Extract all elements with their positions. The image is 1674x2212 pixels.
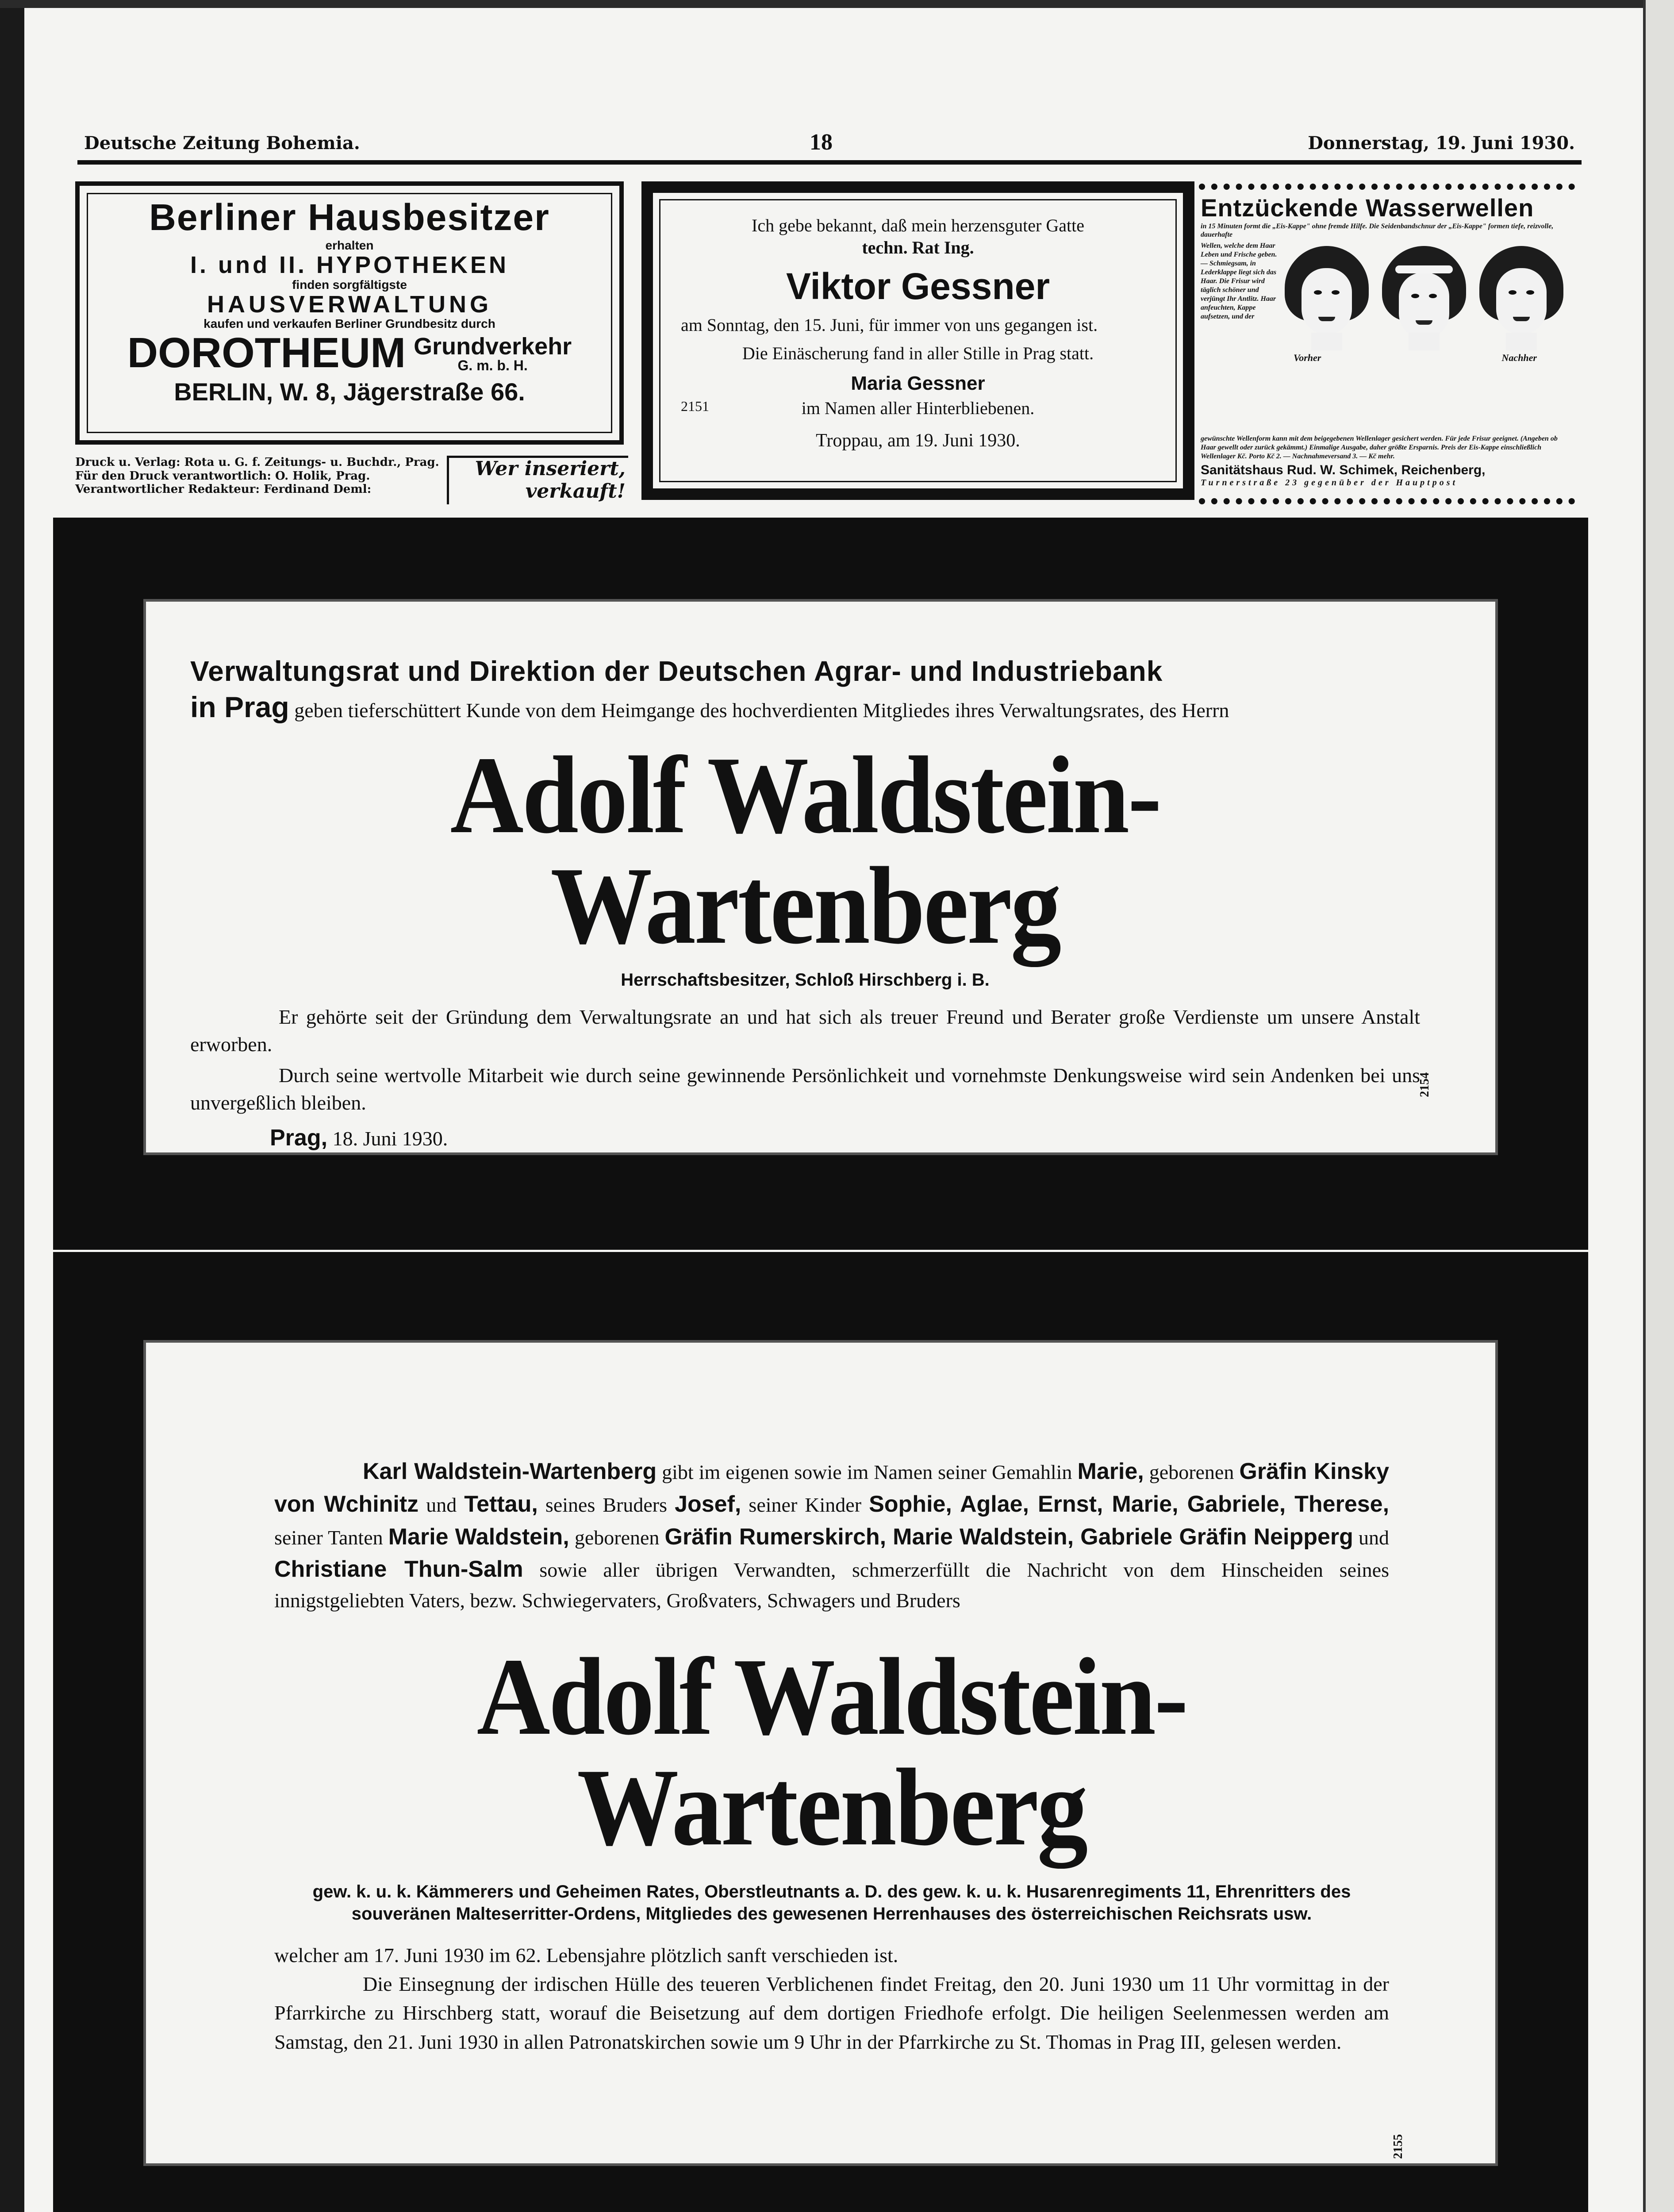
intro-text: seines Bruders xyxy=(545,1493,668,1516)
relative-name: Gräfin Kinsky von Wchinitz xyxy=(274,1459,1390,1517)
intro-text: und xyxy=(1359,1526,1390,1549)
ad-line: finden sorgfältigste xyxy=(292,277,407,292)
relative-name: Marie, xyxy=(1077,1459,1144,1484)
obituary-text-body: geben tieferschüttert Kunde von dem Heimgange des hochverdienten Mitgliedes ihres Verwaltungsrates, des Herrn xyxy=(294,699,1229,722)
ad-wasserwellen xyxy=(1199,184,1575,504)
notice-text: Die Einäscherung fand in aller Stille in Prag statt. xyxy=(742,343,1094,363)
deceased-name: Adolf Waldstein-Wartenberg xyxy=(450,734,1160,968)
notice-ref: 2151 xyxy=(681,398,709,414)
sender-name: Karl Waldstein-Wartenberg xyxy=(363,1459,657,1484)
obituary-heading: Verwaltungsrat und Direktion der Deutschen Agrar- und Industriebank xyxy=(190,655,1163,687)
notice-signer: Maria Gessner xyxy=(851,373,985,394)
obituary-paragraph: Die Einsegnung der irdischen Hülle des teueren Verblichenen findet Freitag, den 20. Juni 1930 um 11 Uhr vormittag in der Pfarrkirche zu Hirschberg statt, worauf die Beisetzung auf dem dortigen Friedhofe erfolgt. Die heiligen Seelenmessen werden am Samstag, den 21. Juni 1930 in allen Patronatskirchen sowie um 9 Uhr in der Pfarrkirche zu St. Thomas in Prag III, gelesen werden. xyxy=(274,1972,1389,2053)
ad-firm: Sanitätshaus Rud. W. Schimek, Reichenberg, xyxy=(1201,463,1486,478)
scan-edge-right xyxy=(1643,0,1674,2212)
notice-intro: Ich gebe bekannt, daß mein herzensguter Gatte xyxy=(752,215,1084,235)
relative-name: Christiane Thun-Salm xyxy=(274,1556,523,1582)
ad-left-text: Wellen, welche dem Haar Leben und Frische geben. — Schmiegsam, in Lederklappe liegt sich das Haar. Die Frisur wird täglich schöner und verjüngt Ihr Antlitz. Haar anfeuchten, Kappe aufsetzen, und der xyxy=(1201,242,1277,321)
intro-text: sowie aller übrigen Verwandten, schmerzerfüllt die Nachricht von dem Hinscheiden seines innigstgeliebten Vaters, bezw. Schwiegervaters, Großvaters, Schwagers und Bruders xyxy=(274,1559,1389,1612)
scan-edge-left xyxy=(0,0,24,2212)
ad-address: BERLIN, W. 8, Jägerstraße 66. xyxy=(174,378,525,406)
ad-company: DOROTHEUM xyxy=(127,329,406,377)
obituary-family xyxy=(274,1455,1389,2056)
intro-text: und xyxy=(426,1493,457,1516)
ad-reference-number: 2154 xyxy=(1418,1072,1432,1097)
page-header xyxy=(84,130,1575,159)
ad-title: Berliner Hausbesitzer xyxy=(149,196,550,238)
intro-text: seiner Kinder xyxy=(749,1493,862,1516)
caption-after: Nachher xyxy=(1501,352,1537,364)
ad-address: Turnerstraße 23 gegenüber der Hauptpost xyxy=(1201,478,1458,488)
ad-heading: Entzückende Wasserwellen xyxy=(1201,194,1534,222)
slogan-line: verkauft! xyxy=(525,480,626,503)
intro-text: seiner Tanten xyxy=(274,1526,383,1549)
imprint-line: Für den Druck verantwortlich: O. Holik, Prag. xyxy=(75,469,370,483)
obituary-text xyxy=(190,687,1420,727)
woman-face-illustration xyxy=(1285,246,1369,348)
ad-line: kaufen und verkaufen Berliner Grundbesitz durch xyxy=(203,317,495,331)
relative-name: Sophie, Aglae, Ernst, Marie, Gabriele, Therese, xyxy=(869,1491,1390,1517)
relative-name: Gräfin Rumerskirch, Marie Waldstein, Gabriele Gräfin Neipperg xyxy=(664,1524,1353,1550)
header-rule xyxy=(77,160,1582,165)
ad-reference-number: 2155 xyxy=(1391,2134,1405,2159)
ad-line: erhalten xyxy=(325,238,374,252)
woman-face-illustration xyxy=(1479,246,1563,348)
obituary-paragraph: Er gehörte seit der Gründung dem Verwaltungsrate an und hat sich als treuer Freund und Berater große Verdienste um unsere Anstalt erworben. xyxy=(190,1006,1420,1056)
relative-name: Josef, xyxy=(675,1491,741,1517)
ad-subline: in 15 Minuten formt die „Eis-Kappe" ohne fremde Hilfe. Die Seidenbandschnur der „Eis-Kappe" formen tiefe, reizvolle, dauerhafte xyxy=(1201,223,1554,239)
imprint-line: Verantwortlicher Redakteur: Ferdinand Deml: xyxy=(75,483,372,496)
notice-name: Viktor Gessner xyxy=(786,265,1050,307)
inserat-slogan xyxy=(447,456,628,504)
page-number: 18 xyxy=(810,130,833,155)
ad-line: I. und II. HYPOTHEKEN xyxy=(190,252,509,278)
obituary-date-value: 18. Juni 1930. xyxy=(332,1127,448,1150)
deceased-title: Herrschaftsbesitzer, Schloß Hirschberg i. B. xyxy=(621,970,990,990)
obituary-bank xyxy=(190,655,1420,1151)
notice-signer-note: im Namen aller Hinterbliebenen. xyxy=(801,398,1035,418)
intro-text: geborenen xyxy=(574,1526,660,1549)
imprint xyxy=(75,456,447,496)
ad-company-suffix xyxy=(414,334,572,373)
obituary-paragraph: Durch seine wertvolle Mitarbeit wie durch seine gewinnende Persönlichkeit und vornehmste Denkungsweise wird sein Andenken bei uns unvergeßlich bleiben. xyxy=(190,1064,1420,1114)
obituary-date xyxy=(190,1125,1420,1151)
deceased-titles: gew. k. u. k. Kämmerers und Geheimen Rates, Oberstleutnants a. D. des gew. k. u. k. Husarenregiments 11, Ehrenritters des souveränen Malteserritter-Ordens, Mitgliedes des gewesenen Herrenhauses des österreichischen Reichsrats usw. xyxy=(312,1882,1351,1924)
ad-illustration xyxy=(1285,246,1568,348)
ad-captions xyxy=(1285,352,1568,364)
ad-body: gewünschte Wellenform kann mit dem beigegebenen Wellenlager gesichert werden. Für jede Frisur geeignet. (Angeben ob Haar gewellt oder zurück gekämmt.) Einmalige Ausgabe, daher größte Ersparnis. Preis der Eis-Kappe einschließlich Wellenlager Kč. Porto Kč 2. — Nachnahmeversand 3. — Kč mehr. xyxy=(1201,435,1558,461)
slogan-line: Wer inseriert, xyxy=(475,457,626,480)
ad-company-line: Grundverkehr xyxy=(414,333,572,360)
relative-name: Marie Waldstein, xyxy=(388,1524,569,1550)
woman-face-illustration xyxy=(1382,246,1466,348)
scan-edge-top xyxy=(0,0,1674,8)
obituary-intro xyxy=(274,1455,1389,1615)
intro-text: gibt im eigenen sowie im Namen seiner Gemahlin xyxy=(662,1461,1072,1483)
notice-title-line: techn. Rat Ing. xyxy=(862,238,974,257)
ad-company-form: G. m. b. H. xyxy=(457,357,528,373)
ad-gessner-notice xyxy=(641,181,1194,500)
deceased-name: Adolf Waldstein-Wartenberg xyxy=(476,1635,1187,1869)
caption-before: Vorher xyxy=(1294,352,1321,364)
notice-place-date: Troppau, am 19. Juni 1930. xyxy=(816,430,1020,451)
imprint-line: Druck u. Verlag: Rota u. G. f. Zeitungs- u. Buchdr., Prag. xyxy=(75,456,439,469)
intro-text: geborenen xyxy=(1149,1461,1234,1483)
notice-text: am Sonntag, den 15. Juni, für immer von uns gegangen ist. xyxy=(681,315,1098,335)
issue-date: Donnerstag, 19. Juni 1930. xyxy=(1308,133,1575,154)
newspaper-title: Deutsche Zeitung Bohemia. xyxy=(84,133,360,154)
ad-line: HAUSVERWALTUNG xyxy=(207,291,492,318)
obituary-paragraph: welcher am 17. Juni 1930 im 62. Lebensjahre plötzlich sanft verschieden ist. xyxy=(274,1943,898,1966)
relative-name: Tettau, xyxy=(464,1491,538,1517)
obituary-place: in Prag xyxy=(190,691,289,723)
obituary-date-place: Prag, xyxy=(270,1125,328,1151)
ad-berliner-hausbesitzer xyxy=(75,181,624,445)
